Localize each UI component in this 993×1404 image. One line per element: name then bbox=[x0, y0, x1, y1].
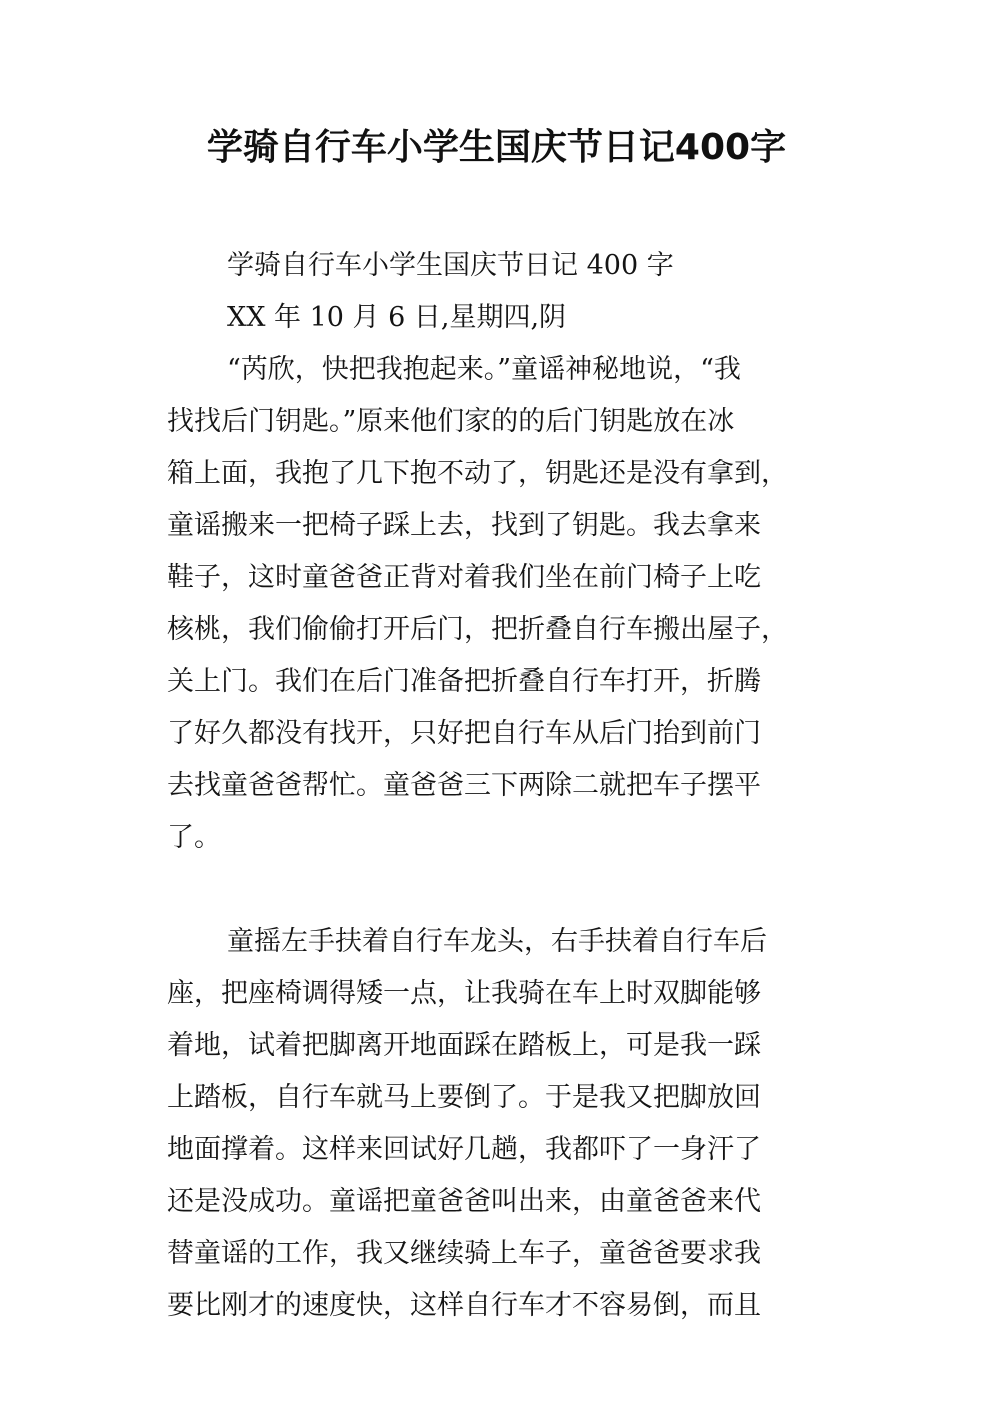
paragraph-line: 地面撑着。这样来回试好几趟，我都吓了一身汗了 bbox=[167, 1134, 761, 1165]
paragraph-line: 上踏板，自行车就马上要倒了。于是我又把脚放回 bbox=[167, 1082, 761, 1113]
paragraph-2 bbox=[167, 916, 829, 1332]
date-line: XX 年 10 月 6 日,星期四,阴 bbox=[227, 302, 567, 333]
paragraph-line: 着地，试着把脚离开地面踩在踏板上，可是我一踩 bbox=[167, 1030, 761, 1061]
paragraph-line: 箱上面，我抱了几下抱不动了，钥匙还是没有拿到， bbox=[167, 458, 788, 489]
paragraph-spacer bbox=[167, 864, 829, 916]
paragraph-line: “芮欣，快把我抱起来。”童谣神秘地说，“我 bbox=[227, 354, 741, 385]
paragraph-line: 了好久都没有找开，只好把自行车从后门抬到前门 bbox=[167, 718, 761, 749]
paragraph-line: 要比刚才的速度快，这样自行车才不容易倒，而且 bbox=[167, 1290, 761, 1321]
subtitle-line: 学骑自行车小学生国庆节日记 400 字 bbox=[227, 250, 674, 281]
document-title: 学骑自行车小学生国庆节日记400字 bbox=[206, 127, 787, 168]
paragraph-1 bbox=[167, 344, 829, 864]
paragraph-line: 了。 bbox=[167, 822, 221, 853]
document-body bbox=[167, 240, 829, 1332]
paragraph-line: 童摇左手扶着自行车龙头，右手扶着自行车后 bbox=[227, 926, 767, 957]
paragraph-line: 还是没成功。童谣把童爸爸叫出来，由童爸爸来代 bbox=[167, 1186, 761, 1217]
paragraph-line: 去找童爸爸帮忙。童爸爸三下两除二就把车子摆平 bbox=[167, 770, 761, 801]
paragraph-line: 找找后门钥匙。”原来他们家的的后门钥匙放在冰 bbox=[167, 406, 735, 437]
paragraph-line: 鞋子，这时童爸爸正背对着我们坐在前门椅子上吃 bbox=[167, 562, 761, 593]
paragraph-line: 童谣搬来一把椅子踩上去，找到了钥匙。我去拿来 bbox=[167, 510, 761, 541]
paragraph-line: 替童谣的工作，我又继续骑上车子，童爸爸要求我 bbox=[167, 1238, 761, 1269]
paragraph-line: 座，把座椅调得矮一点，让我骑在车上时双脚能够 bbox=[167, 978, 761, 1009]
paragraph-line: 关上门。我们在后门准备把折叠自行车打开，折腾 bbox=[167, 666, 761, 697]
paragraph-line: 核桃，我们偷偷打开后门，把折叠自行车搬出屋子， bbox=[167, 614, 788, 645]
